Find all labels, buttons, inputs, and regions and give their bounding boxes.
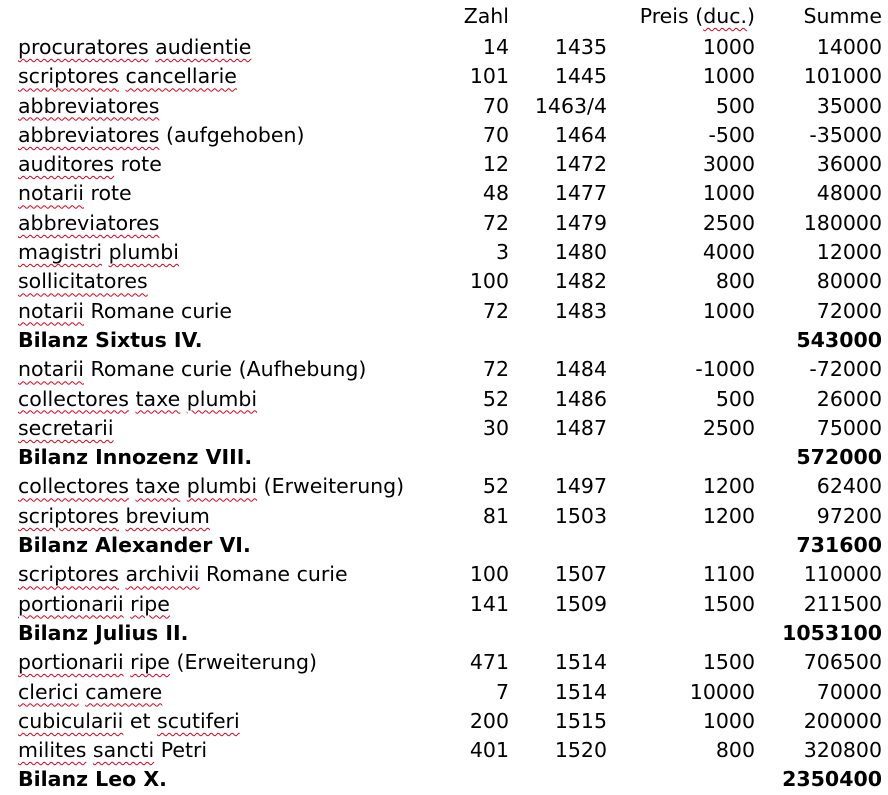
spellcheck-flagged-word: plumbi bbox=[108, 240, 180, 265]
row-zahl: 72 bbox=[482, 210, 509, 235]
row-jahr bbox=[511, 619, 609, 648]
row-jahr bbox=[511, 531, 609, 560]
row-zahl: 48 bbox=[482, 181, 509, 206]
spellcheck-flagged-word: cancellarie bbox=[125, 64, 237, 89]
header-row bbox=[0, 0, 888, 33]
row-summe: 101000 bbox=[803, 64, 882, 89]
table-row bbox=[0, 209, 888, 238]
spellcheck-flagged-word: sancti bbox=[92, 738, 155, 763]
table-row bbox=[0, 238, 888, 267]
row-preis bbox=[609, 326, 756, 355]
row-zahl: 100 bbox=[469, 269, 509, 294]
header-zahl: Zahl bbox=[463, 4, 509, 28]
row-label: scriptores archivii Romane curie bbox=[18, 562, 348, 587]
row-zahl bbox=[444, 765, 511, 794]
row-summe: -72000 bbox=[809, 357, 882, 382]
row-label: Bilanz Alexander VI. bbox=[18, 533, 251, 558]
row-preis bbox=[609, 531, 756, 560]
row-label bbox=[0, 678, 444, 707]
row-summe: 14000 bbox=[816, 35, 882, 59]
row-zahl: 52 bbox=[482, 386, 509, 411]
row-preis bbox=[609, 619, 756, 648]
row-jahr: 1435 bbox=[554, 35, 607, 59]
table-row bbox=[0, 179, 888, 208]
row-label: auditores rote bbox=[18, 152, 162, 177]
table-row bbox=[0, 707, 888, 736]
row-preis: 10000 bbox=[689, 679, 755, 704]
row-preis: 2500 bbox=[702, 210, 755, 235]
table-row bbox=[0, 267, 888, 296]
row-jahr: 1464 bbox=[554, 122, 607, 147]
row-summe: 320800 bbox=[803, 738, 882, 763]
header-label bbox=[0, 0, 444, 33]
row-preis: 1000 bbox=[702, 298, 755, 323]
row-jahr: 1497 bbox=[554, 474, 607, 499]
table-row bbox=[0, 385, 888, 414]
spellcheck-flagged-word: brevium bbox=[125, 503, 210, 528]
spellcheck-flagged-word: clerici bbox=[18, 679, 79, 704]
row-summe: 48000 bbox=[816, 181, 882, 206]
header-jahr bbox=[511, 0, 609, 33]
row-zahl: 471 bbox=[469, 650, 509, 675]
row-zahl: 3 bbox=[495, 240, 509, 265]
row-jahr: 1515 bbox=[554, 708, 607, 733]
table-row bbox=[0, 92, 888, 121]
row-zahl: 70 bbox=[482, 122, 509, 147]
row-preis: 1000 bbox=[702, 181, 755, 206]
row-zahl bbox=[444, 326, 511, 355]
row-jahr: 1479 bbox=[554, 210, 607, 235]
row-label bbox=[0, 502, 444, 531]
row-summe: 543000 bbox=[796, 327, 882, 352]
spellcheck-flagged-word: portionarii bbox=[18, 591, 124, 616]
row-zahl: 14 bbox=[482, 35, 509, 59]
row-jahr bbox=[511, 326, 609, 355]
table-row bbox=[0, 736, 888, 765]
bilanz-row bbox=[0, 531, 888, 560]
row-label bbox=[0, 238, 444, 267]
row-summe: 70000 bbox=[816, 679, 882, 704]
row-zahl: 72 bbox=[482, 357, 509, 382]
spellcheck-flagged-word: plumbi bbox=[186, 386, 258, 411]
row-preis: 1100 bbox=[702, 562, 755, 587]
table-row bbox=[0, 150, 888, 179]
spellcheck-flagged-word: abbreviatores bbox=[18, 210, 160, 235]
row-summe: 35000 bbox=[816, 93, 882, 118]
row-zahl: 70 bbox=[482, 93, 509, 118]
table-row bbox=[0, 62, 888, 91]
spellcheck-flagged-word: notarii bbox=[18, 298, 84, 323]
row-label: notarii Romane curie (Aufhebung) bbox=[18, 357, 367, 382]
spellcheck-flagged-word: magistri bbox=[18, 240, 103, 265]
spellcheck-flagged-word: ripe bbox=[130, 591, 170, 616]
row-label: milites sancti Petri bbox=[18, 738, 208, 763]
row-preis: 1200 bbox=[702, 474, 755, 499]
row-zahl: 81 bbox=[482, 503, 509, 528]
row-jahr: 1486 bbox=[554, 386, 607, 411]
table-row bbox=[0, 414, 888, 443]
spellcheck-flagged-word: collectores bbox=[18, 386, 129, 411]
bilanz-row bbox=[0, 619, 888, 648]
row-zahl: 72 bbox=[482, 298, 509, 323]
table-body bbox=[0, 33, 888, 795]
row-label: Bilanz Innozenz VIII. bbox=[18, 445, 253, 470]
row-label: Bilanz Sixtus IV. bbox=[18, 327, 203, 352]
spellcheck-flagged-word: scriptores bbox=[18, 64, 119, 89]
row-preis: 1000 bbox=[702, 35, 755, 59]
table-row bbox=[0, 297, 888, 326]
spellcheck-flagged-word: sollicitatores bbox=[18, 269, 148, 294]
spellcheck-flagged-word: taxe bbox=[135, 386, 181, 411]
spellcheck-flagged-word: archivii bbox=[125, 562, 200, 587]
row-summe: 110000 bbox=[803, 562, 882, 587]
table-row bbox=[0, 590, 888, 619]
spellcheck-flagged-word: ripe bbox=[130, 650, 170, 675]
row-jahr: 1445 bbox=[554, 64, 607, 89]
row-label bbox=[0, 209, 444, 238]
row-preis: 4000 bbox=[702, 240, 755, 265]
spellcheck-flagged-word: plumbi bbox=[186, 474, 258, 499]
row-jahr: 1484 bbox=[554, 357, 607, 382]
row-summe: 12000 bbox=[816, 240, 882, 265]
row-summe: 2350400 bbox=[782, 767, 882, 792]
row-jahr: 1482 bbox=[554, 269, 607, 294]
row-summe: 75000 bbox=[816, 415, 882, 440]
row-zahl: 101 bbox=[469, 64, 509, 89]
spellcheck-flagged-word: scriptores bbox=[18, 562, 119, 587]
row-preis: 500 bbox=[715, 93, 755, 118]
row-summe: 1053100 bbox=[782, 620, 882, 645]
row-summe: 72000 bbox=[816, 298, 882, 323]
row-preis bbox=[609, 443, 756, 472]
spellcheck-flagged-word: procuratores bbox=[18, 35, 149, 59]
row-label bbox=[0, 267, 444, 296]
spellcheck-flagged-word: camere bbox=[85, 679, 163, 704]
row-preis: 3000 bbox=[702, 152, 755, 177]
row-zahl: 7 bbox=[495, 679, 509, 704]
table-row bbox=[0, 502, 888, 531]
spellcheck-flagged-word: scutiferi bbox=[157, 708, 240, 733]
row-jahr: 1514 bbox=[554, 650, 607, 675]
row-zahl bbox=[444, 443, 511, 472]
row-zahl: 100 bbox=[469, 562, 509, 587]
row-label: notarii rote bbox=[18, 181, 132, 206]
spellcheck-flagged-word: scriptores bbox=[18, 503, 119, 528]
row-label: cubicularii et scutiferi bbox=[18, 708, 240, 733]
row-zahl bbox=[444, 619, 511, 648]
row-zahl: 401 bbox=[469, 738, 509, 763]
row-preis: -1000 bbox=[695, 357, 755, 382]
row-preis: 1500 bbox=[702, 650, 755, 675]
row-label bbox=[0, 414, 444, 443]
row-jahr: 1509 bbox=[554, 591, 607, 616]
spellcheck-flagged-word: notarii bbox=[18, 357, 84, 382]
row-jahr: 1507 bbox=[554, 562, 607, 587]
row-zahl: 52 bbox=[482, 474, 509, 499]
row-jahr bbox=[511, 765, 609, 794]
row-preis: 1200 bbox=[702, 503, 755, 528]
row-label: portionarii ripe (Erweiterung) bbox=[18, 650, 317, 675]
row-jahr: 1463/4 bbox=[534, 93, 607, 118]
row-label: Bilanz Leo X. bbox=[18, 767, 167, 792]
row-summe: 62400 bbox=[816, 474, 882, 499]
row-jahr: 1514 bbox=[554, 679, 607, 704]
spellcheck-flagged-word: duc. bbox=[703, 4, 747, 28]
table-row bbox=[0, 648, 888, 677]
bilanz-row bbox=[0, 443, 888, 472]
spellcheck-flagged-word: portionarii bbox=[18, 650, 124, 675]
table-row bbox=[0, 472, 888, 501]
row-summe: 180000 bbox=[803, 210, 882, 235]
row-preis: 500 bbox=[715, 386, 755, 411]
row-label: Bilanz Julius II. bbox=[18, 620, 189, 645]
row-jahr bbox=[511, 443, 609, 472]
spellcheck-flagged-word: collectores bbox=[18, 474, 129, 499]
row-summe: 200000 bbox=[803, 708, 882, 733]
spellcheck-flagged-word: audientie bbox=[155, 35, 252, 59]
row-jahr: 1483 bbox=[554, 298, 607, 323]
row-zahl: 12 bbox=[482, 152, 509, 177]
row-label bbox=[0, 62, 444, 91]
spellcheck-flagged-word: milites bbox=[18, 738, 87, 763]
row-preis: 1000 bbox=[702, 708, 755, 733]
header-summe: Summe bbox=[803, 4, 882, 28]
row-preis: 800 bbox=[715, 269, 755, 294]
row-label: abbreviatores (aufgehoben) bbox=[18, 122, 305, 147]
row-zahl: 141 bbox=[469, 591, 509, 616]
table-row bbox=[0, 560, 888, 589]
row-summe: 706500 bbox=[803, 650, 882, 675]
bilanz-row bbox=[0, 326, 888, 355]
row-jahr: 1472 bbox=[554, 152, 607, 177]
row-jahr: 1480 bbox=[554, 240, 607, 265]
row-summe: 80000 bbox=[816, 269, 882, 294]
row-summe: -35000 bbox=[809, 122, 882, 147]
row-jahr: 1477 bbox=[554, 181, 607, 206]
row-label bbox=[0, 385, 444, 414]
spellcheck-flagged-word: notarii bbox=[18, 181, 84, 206]
spellcheck-flagged-word: taxe bbox=[135, 474, 181, 499]
row-jahr: 1503 bbox=[554, 503, 607, 528]
row-jahr: 1520 bbox=[554, 738, 607, 763]
row-label bbox=[0, 590, 444, 619]
row-summe: 211500 bbox=[803, 591, 882, 616]
row-preis: 800 bbox=[715, 738, 755, 763]
header-preis: Preis (duc.) bbox=[639, 4, 755, 28]
table-row bbox=[0, 121, 888, 150]
row-preis: 1000 bbox=[702, 64, 755, 89]
row-preis: 2500 bbox=[702, 415, 755, 440]
row-label: collectores taxe plumbi (Erweiterung) bbox=[18, 474, 405, 499]
spellcheck-flagged-word: secretarii bbox=[18, 415, 114, 440]
row-summe: 26000 bbox=[816, 386, 882, 411]
table-row bbox=[0, 678, 888, 707]
row-preis: -500 bbox=[708, 122, 755, 147]
table-row bbox=[0, 33, 888, 62]
row-zahl bbox=[444, 531, 511, 560]
row-label: notarii Romane curie bbox=[18, 298, 233, 323]
row-preis: 1500 bbox=[702, 591, 755, 616]
bilanz-row bbox=[0, 765, 888, 794]
spellcheck-flagged-word: abbreviatores bbox=[18, 122, 160, 147]
row-summe: 572000 bbox=[796, 445, 882, 470]
row-preis bbox=[609, 765, 756, 794]
spellcheck-flagged-word: cubicularii bbox=[18, 708, 124, 733]
row-label bbox=[0, 33, 444, 62]
row-summe: 97200 bbox=[816, 503, 882, 528]
table-row bbox=[0, 355, 888, 384]
row-zahl: 30 bbox=[482, 415, 509, 440]
row-zahl: 200 bbox=[469, 708, 509, 733]
row-summe: 36000 bbox=[816, 152, 882, 177]
row-label bbox=[0, 92, 444, 121]
row-summe: 731600 bbox=[796, 533, 882, 558]
row-jahr: 1487 bbox=[554, 415, 607, 440]
spellcheck-flagged-word: abbreviatores bbox=[18, 93, 160, 118]
spellcheck-flagged-word: auditores bbox=[18, 152, 115, 177]
